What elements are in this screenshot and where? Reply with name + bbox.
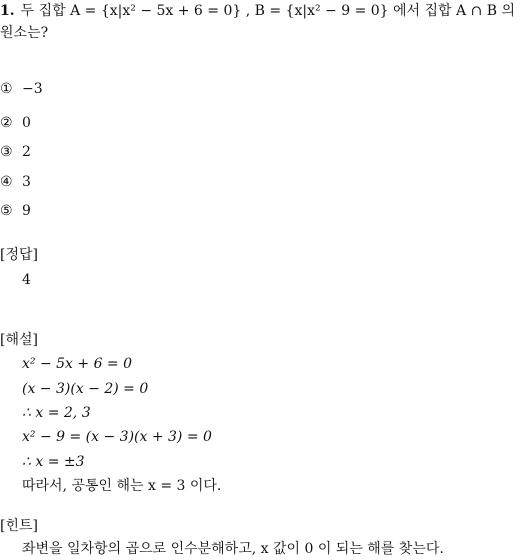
- choice-value: 3: [22, 174, 31, 190]
- hint-text: 좌변을 일차항의 곱으로 인수분해하고, x 값이 0 이 되는 해를 찾는다.: [22, 541, 444, 557]
- explanation-line-5: ∴ x = ±3: [22, 454, 85, 470]
- explanation-line-6: 따라서, 공통인 해는 x = 3 이다.: [22, 478, 222, 494]
- explanation-line-3: ∴ x = 2, 3: [22, 405, 91, 421]
- choice-5[interactable]: [0, 202, 31, 220]
- choice-marker: ③: [0, 144, 13, 160]
- choice-value: 0: [22, 115, 31, 131]
- question-number: 1.: [0, 3, 15, 19]
- choice-marker: ②: [0, 115, 13, 131]
- choice-value: 9: [22, 203, 31, 219]
- explanation-label: [해설]: [0, 332, 38, 348]
- choice-value: 2: [22, 144, 31, 160]
- question-text: 두 집합 A = {x|x² − 5x + 6 = 0} , B = {x|x² − 9 = 0} 에서 집합 A ∩ B 의: [20, 3, 516, 19]
- choice-2[interactable]: [0, 114, 31, 132]
- question-line-2: 원소는?: [0, 25, 49, 41]
- answer-label: [정답]: [0, 247, 38, 263]
- choice-marker: ④: [0, 174, 13, 190]
- explanation-line-4: x² − 9 = (x − 3)(x + 3) = 0: [22, 429, 212, 445]
- hint-label: [힌트]: [0, 518, 38, 534]
- explanation-line-2: (x − 3)(x − 2) = 0: [22, 381, 149, 397]
- answer-value: 4: [22, 272, 31, 288]
- choice-4[interactable]: [0, 173, 31, 191]
- choice-marker: ①: [0, 81, 13, 97]
- choice-1[interactable]: [0, 80, 43, 98]
- question-line-1: [0, 2, 515, 20]
- choice-marker: ⑤: [0, 203, 13, 219]
- explanation-line-1: x² − 5x + 6 = 0: [22, 356, 133, 372]
- choice-value: −3: [22, 81, 43, 97]
- choice-3[interactable]: [0, 143, 31, 161]
